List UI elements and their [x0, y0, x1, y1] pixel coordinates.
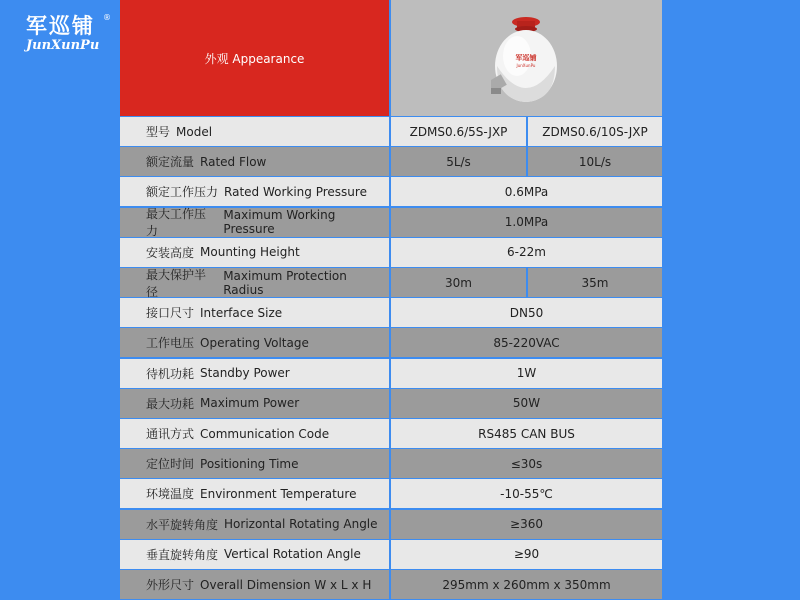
label-chinese: 外形尺寸 — [146, 578, 195, 592]
table-row — [120, 238, 662, 267]
label-english: Horizontal Rotating Angle — [224, 517, 378, 532]
row-value: ≥360 — [391, 510, 662, 539]
svg-text:军巡铺: 军巡铺 — [515, 54, 537, 62]
row-label — [120, 449, 389, 478]
table-row — [120, 147, 662, 176]
table-header — [120, 0, 662, 116]
table-row — [120, 419, 662, 448]
registered-mark: ® — [103, 13, 111, 22]
label-english: Rated Flow — [200, 154, 267, 169]
row-label — [120, 298, 389, 327]
brand-logo — [26, 13, 111, 54]
label-english: Model — [176, 124, 213, 139]
appearance-label: 外观 Appearance — [120, 0, 389, 116]
row-label — [120, 268, 389, 297]
table-row — [120, 540, 662, 569]
row-value-model-2: ZDMS0.6/10S-JXP — [528, 117, 662, 146]
row-label — [120, 389, 389, 418]
label-english: Vertical Rotation Angle — [224, 547, 361, 562]
table-row — [120, 570, 662, 599]
row-value: 1W — [391, 359, 662, 388]
label-chinese: 水平旋转角度 — [146, 517, 219, 532]
row-label — [120, 147, 389, 176]
row-value-model-1: 5L/s — [391, 147, 526, 176]
row-value: ≤30s — [391, 449, 662, 478]
svg-text:JunXunPu: JunXunPu — [516, 63, 536, 68]
row-value-model-1: ZDMS0.6/5S-JXP — [391, 117, 526, 146]
row-label — [120, 540, 389, 569]
label-chinese: 接口尺寸 — [146, 306, 195, 321]
label-english: Maximum Protection Radius — [223, 268, 347, 297]
row-label — [120, 208, 389, 237]
row-label — [120, 328, 389, 357]
label-english: Rated Working Pressure — [224, 184, 367, 199]
row-label — [120, 117, 389, 146]
label-english: Interface Size — [200, 305, 283, 320]
row-value: -10-55℃ — [391, 479, 662, 508]
row-value-model-2: 10L/s — [528, 147, 662, 176]
table-row — [120, 510, 662, 539]
row-value: 295mm x 260mm x 350mm — [391, 570, 662, 599]
row-value: 50W — [391, 389, 662, 418]
row-value: ≥90 — [391, 540, 662, 569]
label-chinese: 额定工作压力 — [146, 185, 219, 200]
label-chinese: 定位时间 — [146, 457, 195, 472]
label-chinese: 最大功耗 — [146, 396, 195, 411]
table-row — [120, 117, 662, 146]
label-english: Maximum Power — [200, 396, 300, 411]
label-chinese: 最大保护半径 — [146, 267, 207, 299]
logo-chinese-text: 军巡铺 — [26, 14, 95, 38]
table-row — [120, 359, 662, 388]
row-value-model-1: 30m — [391, 268, 526, 297]
label-english: Operating Voltage — [200, 335, 309, 350]
row-label — [120, 419, 389, 448]
label-chinese: 待机功耗 — [146, 366, 195, 381]
row-label — [120, 359, 389, 388]
label-english: Communication Code — [200, 426, 330, 441]
label-chinese: 通讯方式 — [146, 427, 195, 441]
label-english: Maximum Working Pressure — [223, 208, 336, 237]
spec-table — [120, 0, 662, 600]
label-chinese: 环境温度 — [146, 487, 195, 502]
row-value-model-2: 35m — [528, 268, 662, 297]
row-label — [120, 238, 389, 267]
label-english: Environment Temperature — [200, 486, 357, 501]
label-chinese: 额定流量 — [146, 155, 195, 170]
label-english: Positioning Time — [200, 456, 299, 471]
table-row — [120, 328, 662, 357]
table-row — [120, 177, 662, 206]
table-row — [120, 208, 662, 237]
row-value: RS485 CAN BUS — [391, 419, 662, 448]
table-row — [120, 298, 662, 327]
label-chinese: 型号 — [146, 125, 171, 139]
row-label — [120, 570, 389, 599]
row-label — [120, 510, 389, 539]
label-english: Standby Power — [200, 366, 290, 381]
row-value: 1.0MPa — [391, 208, 662, 237]
label-english: Mounting Height — [200, 245, 300, 260]
row-label — [120, 177, 389, 206]
row-value: 85-220VAC — [391, 328, 662, 357]
label-chinese: 安装高度 — [146, 245, 195, 260]
row-value: 0.6MPa — [391, 177, 662, 206]
fire-monitor-product-image — [491, 14, 561, 106]
table-row — [120, 479, 662, 508]
label-chinese: 垂直旋转角度 — [146, 547, 219, 562]
label-english: Overall Dimension W x L x H — [200, 577, 372, 592]
table-row — [120, 449, 662, 478]
label-chinese: 最大工作压力 — [146, 207, 207, 239]
row-value: 6-22m — [391, 238, 662, 267]
row-label — [120, 479, 389, 508]
table-row — [120, 268, 662, 297]
row-value: DN50 — [391, 298, 662, 327]
table-row — [120, 389, 662, 418]
product-image-cell — [391, 0, 662, 116]
label-chinese: 工作电压 — [146, 336, 195, 351]
logo-english-text: JunXunPu — [26, 38, 100, 53]
